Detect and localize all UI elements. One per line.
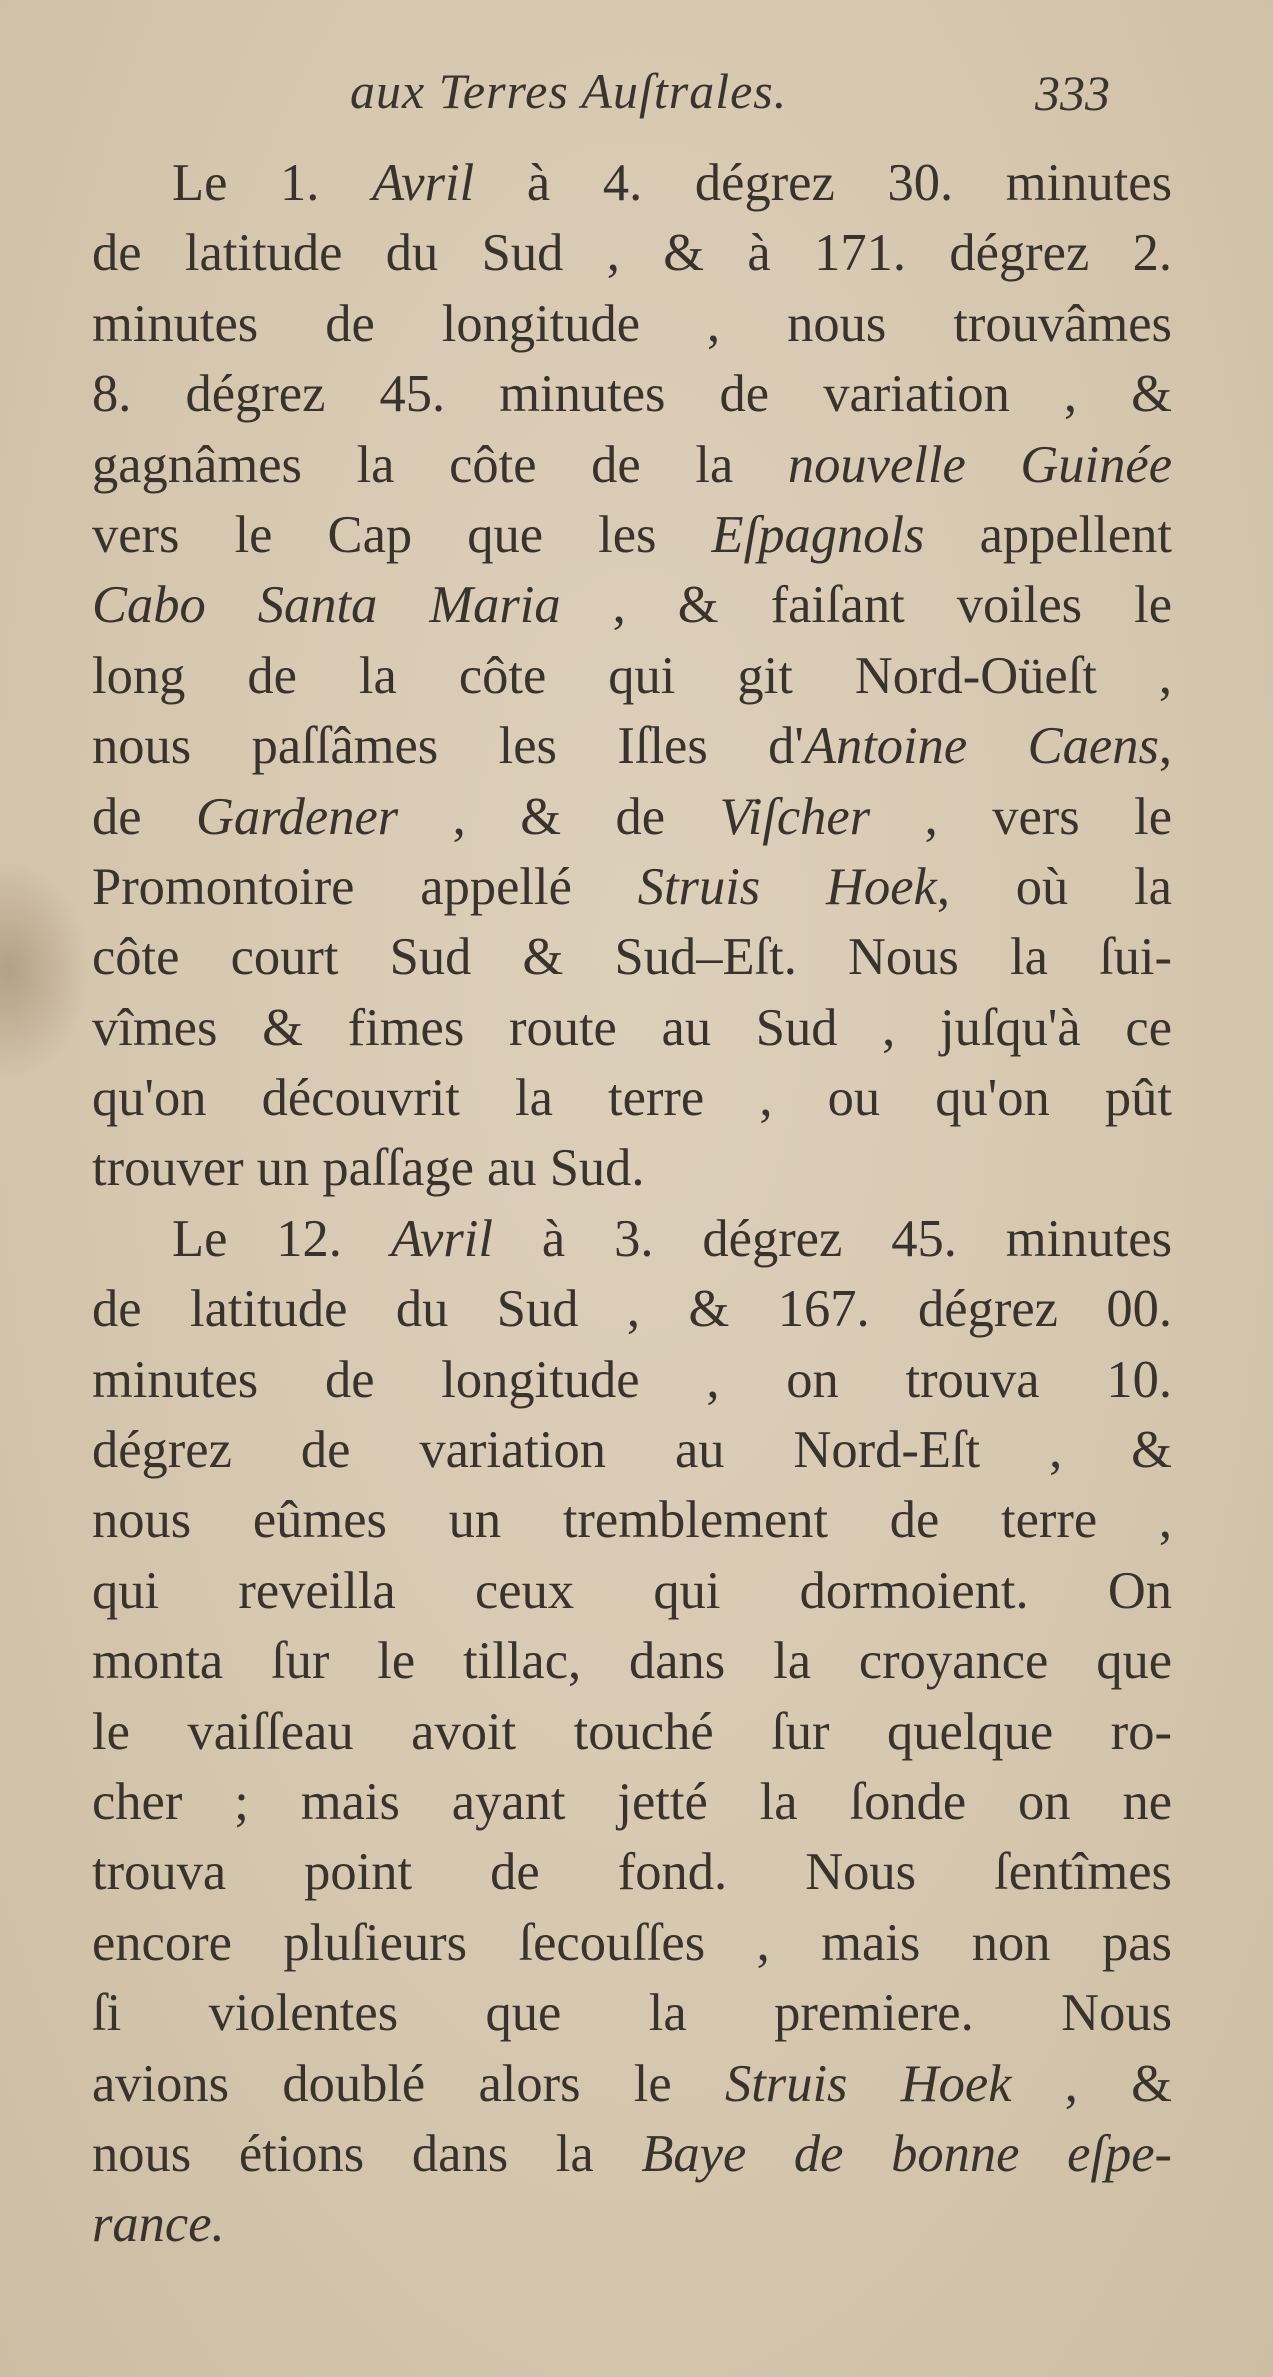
text-segment: qui reveilla ceux qui dormoient. On — [92, 1561, 1172, 1620]
italic-text: Eſpagnols — [711, 505, 925, 564]
italic-text: Gardener — [196, 787, 399, 846]
text-line — [92, 1063, 1172, 1133]
paragraph — [92, 148, 1172, 1204]
text-line — [92, 2119, 1172, 2189]
italic-text: Struis Hoek — [637, 857, 937, 916]
text-segment: encore pluſieurs ſecouſſes , mais non pas — [92, 1913, 1172, 1972]
text-line — [92, 1697, 1172, 1767]
text-line — [92, 218, 1172, 288]
text-segment: , & de — [398, 787, 720, 846]
text-line — [92, 1415, 1172, 1485]
text-segment: Le 12. — [172, 1209, 391, 1268]
italic-text: rance. — [92, 2195, 225, 2254]
text-line — [92, 922, 1172, 992]
text-segment: vîmes & fimes route au Sud , juſqu'à ce — [92, 998, 1172, 1057]
text-segment: nous étions dans la — [92, 2124, 642, 2183]
italic-text: Viſcher — [719, 787, 871, 846]
running-head-title: aux Terres Auſtrales. — [350, 63, 788, 119]
text-segment: nous eûmes un tremblement de terre , — [92, 1491, 1172, 1550]
text-line — [92, 500, 1172, 570]
text-segment: avions doublé alors le — [92, 2054, 725, 2113]
text-line — [92, 782, 1172, 852]
text-line — [92, 711, 1172, 781]
text-line — [92, 852, 1172, 922]
text-segment: gagnâmes la côte de la — [92, 435, 788, 494]
text-segment: de latitude du Sud , & à 171. dégrez 2. — [92, 224, 1172, 283]
text-line — [92, 430, 1172, 500]
text-line — [92, 1837, 1172, 1907]
paragraph — [92, 1204, 1172, 2260]
text-line — [92, 1274, 1172, 1344]
text-segment: de latitude du Sud , & 167. dégrez 00. — [92, 1280, 1172, 1339]
text-line — [92, 289, 1172, 359]
italic-text: Avril — [390, 1209, 493, 1268]
text-line — [92, 993, 1172, 1063]
text-segment: dégrez de variation au Nord-Eſt , & — [92, 1421, 1172, 1480]
text-segment: à 4. dégrez 30. minutes — [474, 154, 1173, 212]
text-segment: long de la côte qui git Nord-Oüeſt , — [92, 646, 1172, 705]
text-segment: le vaiſſeau avoit touché ſur quelque ro- — [92, 1702, 1172, 1761]
text-line — [92, 1485, 1172, 1555]
text-segment: minutes de longitude , nous trouvâmes — [92, 294, 1172, 353]
text-line — [92, 1204, 1172, 1274]
text-segment: , — [1158, 717, 1172, 776]
text-segment: trouva point de fond. Nous ſentîmes — [92, 1843, 1172, 1902]
page-number: 333 — [1035, 65, 1110, 121]
text-segment: , & — [1011, 2054, 1172, 2113]
italic-text: Baye de bonne eſpe- — [641, 2124, 1172, 2183]
text-segment: appellent — [924, 505, 1172, 564]
text-line — [92, 641, 1172, 711]
text-line — [92, 1908, 1172, 1978]
text-line — [92, 1767, 1172, 1837]
text-segment: à 3. dégrez 45. minutes — [492, 1209, 1173, 1268]
text-segment: , & faiſant voiles le — [560, 576, 1172, 635]
page-stain — [0, 860, 90, 1080]
text-segment: , vers le — [870, 787, 1173, 846]
text-segment: qu'on découvrit la terre , ou qu'on pût — [92, 1069, 1172, 1128]
italic-text: Avril — [372, 154, 475, 212]
text-segment: minutes de longitude , on trouva 10. — [92, 1350, 1172, 1409]
text-segment: vers le Cap que les — [92, 505, 712, 564]
text-line — [92, 148, 1172, 218]
text-line — [92, 2049, 1172, 2119]
text-segment: 8. dégrez 45. minutes de variation , & — [92, 365, 1172, 424]
text-line — [92, 1345, 1172, 1415]
text-segment: nous paſſâmes les Iſles d' — [92, 717, 804, 776]
text-line — [92, 1133, 1172, 1203]
text-line — [92, 1556, 1172, 1626]
italic-text: Cabo Santa Maria — [92, 576, 561, 635]
running-head — [0, 62, 1273, 142]
text-line — [92, 2189, 1172, 2259]
text-segment: côte court Sud & Sud–Eſt. Nous la ſui- — [92, 928, 1172, 987]
text-line — [92, 1626, 1172, 1696]
text-line — [92, 359, 1172, 429]
text-segment: Promontoire appellé — [92, 857, 638, 916]
text-segment: cher ; mais ayant jetté la ſonde on ne — [92, 1772, 1172, 1831]
italic-text: Antoine Caens — [803, 717, 1159, 776]
text-segment: de — [92, 787, 197, 846]
body-text — [92, 148, 1172, 2260]
text-line — [92, 570, 1172, 640]
text-segment: Le 1. — [172, 154, 373, 212]
text-segment: ſi violentes que la premiere. Nous — [92, 1984, 1172, 2043]
italic-text: Struis Hoek — [724, 2054, 1012, 2113]
text-segment: , où la — [936, 857, 1172, 916]
text-line — [92, 1978, 1172, 2048]
text-segment: trouver un paſſage au Sud. — [92, 1139, 645, 1198]
italic-text: nouvelle Guinée — [787, 435, 1172, 494]
text-segment: monta ſur le tillac, dans la croyance que — [92, 1632, 1172, 1691]
